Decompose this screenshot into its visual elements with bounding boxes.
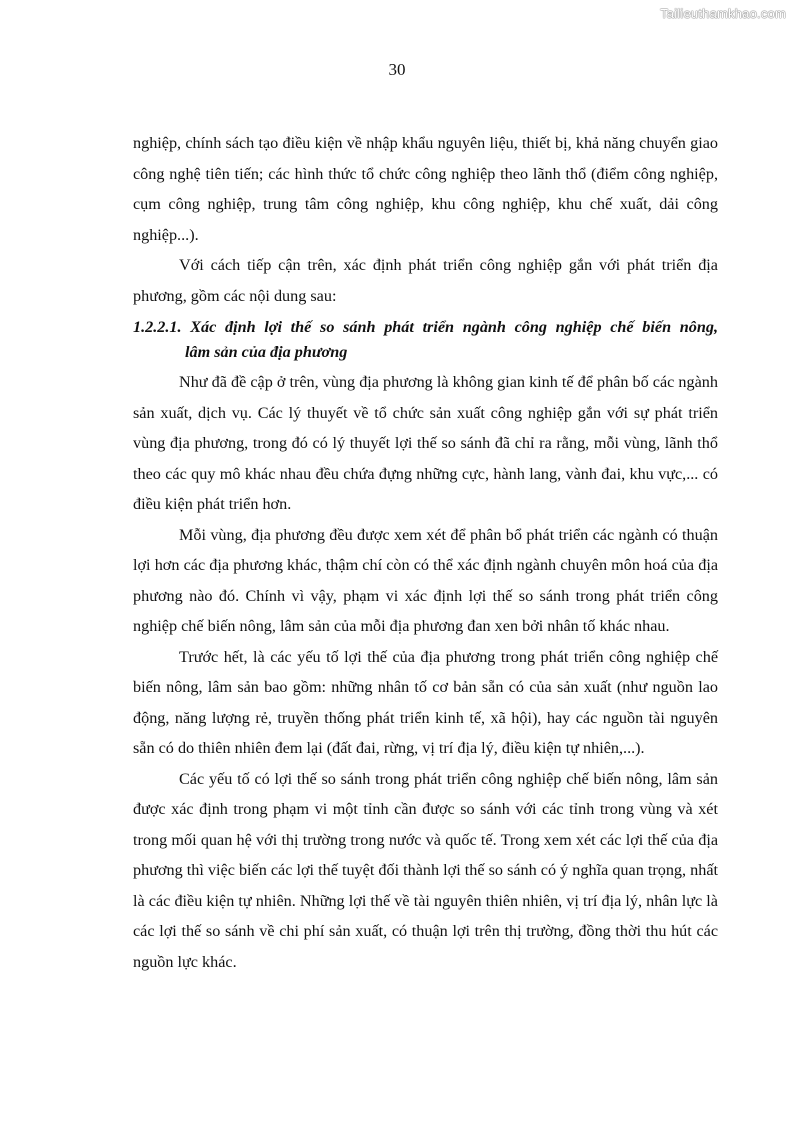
paragraph: Các yếu tố có lợi thế so sánh trong phát triển công nghiệp chế biến nông, lâm sản được xác định trong phạm vi một tỉnh cần được so sánh với các tỉnh trong vùng và xét trong mối quan hệ với thị trường trong nước và quốc tế. Trong xem xét các lợi thế của địa phương thì việc biến các lợi thế tuyệt đối thành lợi thế so sánh có ý nghĩa quan trọng, nhất là các điều kiện tự nhiên. Những lợi thế về tài nguyên thiên nhiên, vị trí địa lý, nhân lực là các lợi thế so sánh về chi phí sản xuất, có thuận lợi trên thị trường, đồng thời thu hút các nguồn lực khác.	[133, 769, 718, 971]
section-heading	[133, 311, 718, 367]
section-heading-line-2: lâm sản của địa phương	[185, 343, 348, 361]
watermark: Tailieuthamkhao.com	[660, 6, 786, 21]
page-number: 30	[388, 60, 406, 79]
paragraph: Trước hết, là các yếu tố lợi thế của địa phương trong phát triển công nghiệp chế biến nông, lâm sản bao gồm: những nhân tố cơ bản sẵn có của sản xuất (như nguồn lao động, năng lượng rẻ, truyền thống phát triển kinh tế, xã hội), hay các nguồn tài nguyên sẵn có do thiên nhiên đem lại (đất đai, rừng, vị trí địa lý, điều kiện tự nhiên,...).	[133, 647, 718, 757]
paragraph: Mỗi vùng, địa phương đều được xem xét để phân bổ phát triển các ngành có thuận lợi hơn các địa phương khác, thậm chí còn có thể xác định ngành chuyên môn hoá của địa phương nào đó. Chính vì vậy, phạm vi xác định lợi thế so sánh trong phát triển công nghiệp chế biến nông, lâm sản của mỗi địa phương đan xen bởi nhân tố khác nhau.	[133, 525, 718, 635]
document-body	[133, 128, 718, 977]
paragraph: Như đã đề cập ở trên, vùng địa phương là không gian kinh tế để phân bố các ngành sản xuất, dịch vụ. Các lý thuyết về tổ chức sản xuất công nghiệp gắn với sự phát triển vùng địa phương, trong đó có lý thuyết lợi thế so sánh đã chỉ ra rằng, mỗi vùng, lãnh thổ theo các quy mô khác nhau đều chứa đựng những cực, hành lang, vành đai, khu vực,... có điều kiện phát triển hơn.	[133, 373, 718, 513]
paragraph: Với cách tiếp cận trên, xác định phát triển công nghiệp gắn với phát triển địa phương, gồm các nội dung sau:	[133, 256, 718, 305]
paragraph: nghiệp, chính sách tạo điều kiện về nhập khẩu nguyên liệu, thiết bị, khả năng chuyển giao công nghệ tiên tiến; các hình thức tổ chức công nghiệp theo lãnh thổ (điểm công nghiệp, cụm công nghiệp, trung tâm công nghiệp, khu công nghiệp, khu chế xuất, dải công nghiệp...).	[133, 134, 718, 244]
section-heading-line-1: 1.2.2.1. Xác định lợi thế so sánh phát triển ngành công nghiệp chế biến nông,	[133, 318, 718, 336]
